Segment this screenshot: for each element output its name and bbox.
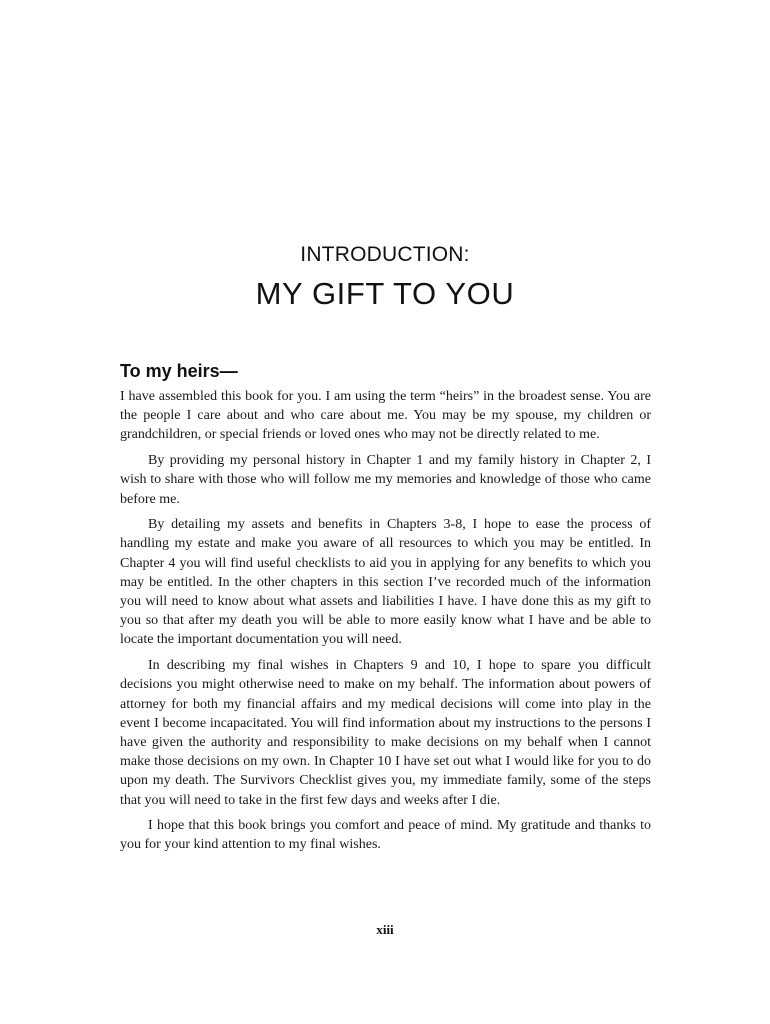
salutation-heading: To my heirs— — [120, 361, 238, 381]
paragraph-5: I hope that this book brings you comfort and peace of mind. My gratitude and thanks to you for your kind attention to my final wishes. — [120, 818, 651, 853]
chapter-title: MY GIFT TO YOU — [255, 276, 515, 311]
paragraph-1: I have assembled this book for you. I am using the term “heirs” in the broadest sense. You are the people I care about and who care about me. You may be my spouse, my children or grandchildren, or special friends or loved ones who may not be directly related to me. — [120, 389, 651, 443]
chapter-label: INTRODUCTION: — [300, 243, 470, 266]
body-text — [120, 387, 651, 861]
paragraph-4: In describing my final wishes in Chapters 9 and 10, I hope to spare you difficult decisions you might otherwise need to make on my behalf. The information about powers of attorney for both my financial affairs and my medical decisions will come into play in the event I become incapacitated. You will find information about my instructions to the persons I have given the authority and responsibility to make decisions on my behalf when I cannot make those decisions on my own. In Chapter 10 I have set out what I would like for you to do upon my death. The Survivors Checklist gives you, my immediate family, some of the steps that you will need to take in the first few days and weeks after I die. — [120, 658, 651, 808]
paragraph-2: By providing my personal history in Chapter 1 and my family history in Chapter 2, I wish to share with those who will follow me my memories and knowledge of those who came before me. — [120, 453, 651, 507]
paragraph-3: By detailing my assets and benefits in Chapters 3-8, I hope to ease the process of handling my estate and make you aware of all resources to which you may be entitled. In Chapter 4 you will find useful checklists to aid you in applying for any benefits to which you may be entitled. In the other chapters in this section I’ve recorded much of the information you will need to know about what assets and liabilities I have. I have done this as my gift to you so that after my death you will be able to more easily know what I have and be able to locate the important documentation you will need. — [120, 517, 651, 648]
page-number: xiii — [376, 922, 394, 937]
